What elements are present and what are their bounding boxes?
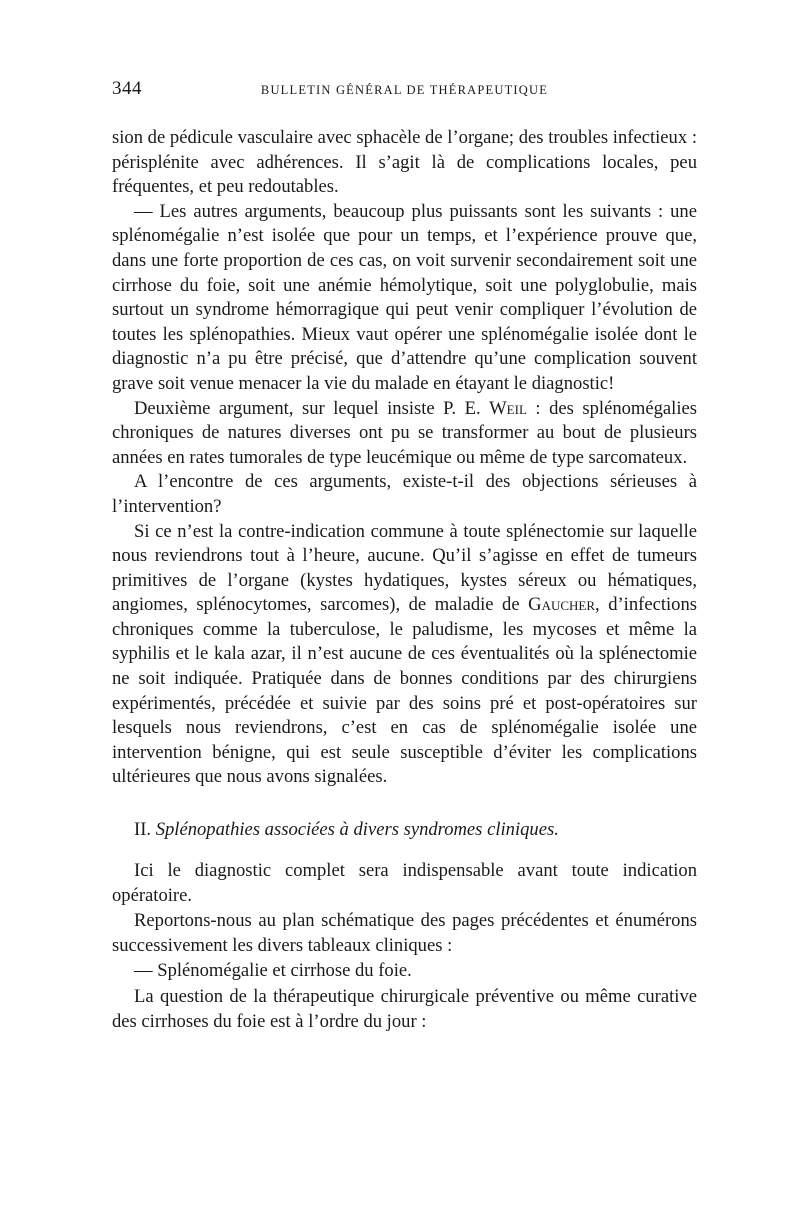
paragraph xyxy=(112,397,697,471)
paragraph-text: : des splénomégalies chroniques de natures diverses ont pu se transformer au bout de plusieurs années en rates tumorales de type leucémique ou même de type sarcomateux. xyxy=(112,397,698,468)
paragraph: A l’encontre de ces arguments, existe-t-il des objections sérieuses à l’intervention? xyxy=(112,471,697,517)
section-body xyxy=(112,858,697,1034)
paragraph: Ici le diagnostic complet sera indispensable avant toute indication opératoire. xyxy=(112,859,697,906)
section-number: II. xyxy=(134,819,152,841)
body-text xyxy=(112,126,697,790)
page-number: 344 xyxy=(112,78,142,99)
disease-name: Gaucher xyxy=(528,594,596,616)
paragraph-text: , d’infections chroniques comme la tuberculose, le paludisme, les mycoses et même la syphilis et le kala azar, il n’est aucune de ces éventualités où la splénectomie ne soit indiquée. Pratiquée dans de bonnes conditions par des chirurgiens expérimentés, précédée et suivie par des soins pré et post-opératoires sur lesquels nous reviendrons, c’est en cas de splénomégalie isolée une intervention bénigne, qui est seule susceptible d’éviter les complications ultérieures que nous avons signalées. xyxy=(112,594,698,788)
page xyxy=(112,78,697,1034)
paragraph xyxy=(112,520,697,791)
author-name: Weil xyxy=(489,397,527,419)
paragraph-text: Deuxième argument, sur lequel insiste P. E. xyxy=(134,397,490,419)
paragraph-text: Si ce n’est la contre-indication commune à toute splénectomie sur laquelle nous reviendrons tout à l’heure, aucune. Qu’il s’agisse en effet de tumeurs primitives de l’organe (kystes hydatiques, kystes séreux ou hématiques, angiomes, splénocytomes, sarcomes), de maladie de xyxy=(112,520,697,616)
page-header xyxy=(112,78,697,106)
paragraph: La question de la thérapeutique chirurgicale préventive ou même curative des cirrhoses du foie est à l’ordre du jour : xyxy=(112,985,697,1032)
paragraph: — Les autres arguments, beaucoup plus puissants sont les suivants : une splénomégalie n’est isolée que pour un temps, et l’expérience prouve que, dans une forte proportion de ces cas, on voit survenir secondairement soit une cirrhose du foie, soit une anémie hémolytique, soit une polyglobulie, mais surtout un syndrome hémorragique qui peut venir compliquer l’évolution de toutes les splénopathies. Mieux vaut opérer une splénomégalie isolée dont le diagnostic n’a pu être précisé, que d’attendre qu’une complication souvent grave soit venue menacer la vie du malade en étayant le diagnostic! xyxy=(112,200,697,394)
paragraph: — Splénomégalie et cirrhose du foie. xyxy=(134,960,412,982)
running-head: BULLETIN GÉNÉRAL DE THÉRAPEUTIQUE xyxy=(260,83,549,97)
paragraph: sion de pédicule vasculaire avec sphacèle de l’organe; des troubles infectieux : périsplénite avec adhérences. Il s’agit là de complications locales, peu fréquentes, et peu redoutables. xyxy=(112,127,697,198)
section-heading xyxy=(112,818,697,843)
paragraph: Reportons-nous au plan schématique des pages précédentes et énumérons successivement les divers tableaux cliniques : xyxy=(112,910,697,957)
section-title: Splénopathies associées à divers syndromes cliniques. xyxy=(155,819,559,841)
